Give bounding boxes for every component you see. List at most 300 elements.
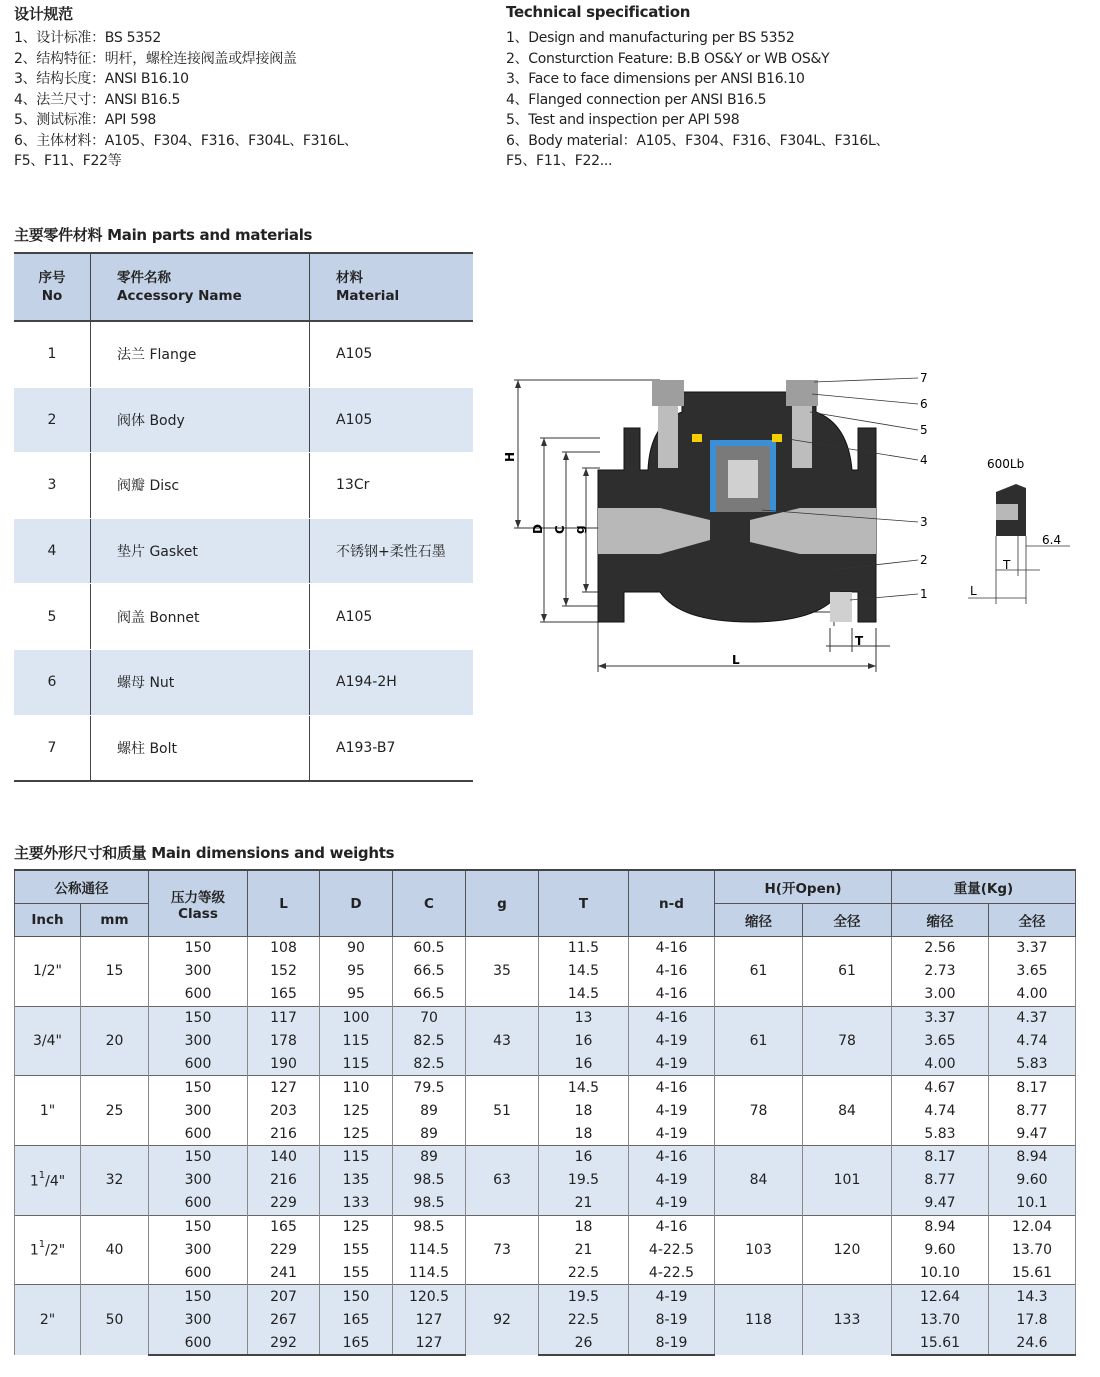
- cell-h-reduced: 78: [715, 1076, 803, 1146]
- cell-nd: 4-16: [629, 937, 715, 960]
- cell-c: 70: [393, 1006, 466, 1029]
- cell-c: 89: [393, 1146, 466, 1169]
- cell-class: 300: [149, 1308, 248, 1331]
- cell-class: 150: [149, 1285, 248, 1308]
- cell-c: 98.5: [393, 1215, 466, 1238]
- cell-nd: 4-19: [629, 1030, 715, 1053]
- cell-c: 89: [393, 1122, 466, 1145]
- cell-weight-full: 24.6: [989, 1331, 1076, 1355]
- cell-t: 16: [539, 1052, 629, 1075]
- cell-l: 216: [248, 1122, 320, 1145]
- part-no: 5: [14, 584, 91, 650]
- cell-l: 190: [248, 1052, 320, 1075]
- cell-t: 18: [539, 1122, 629, 1145]
- table-row: [15, 1308, 1076, 1331]
- cell-h-reduced: 61: [715, 1006, 803, 1076]
- cell-t: 16: [539, 1030, 629, 1053]
- callout-5: 5: [920, 423, 928, 437]
- cell-d: 115: [320, 1030, 393, 1053]
- header-t: T: [539, 870, 629, 937]
- cell-weight-reduced: 2.73: [892, 960, 989, 983]
- cell-weight-reduced: 8.94: [892, 1215, 989, 1238]
- cell-class: 300: [149, 1239, 248, 1262]
- cell-weight-full: 4.37: [989, 1006, 1076, 1029]
- header-class-cn: 压力等级: [171, 889, 225, 906]
- dim-label-h: H: [503, 451, 517, 462]
- cell-d: 90: [320, 937, 393, 960]
- cell-nd: 4-16: [629, 983, 715, 1006]
- cell-t: 14.5: [539, 960, 629, 983]
- header-mm: mm: [81, 904, 149, 937]
- cell-h-full: 101: [803, 1146, 892, 1216]
- cell-c: 60.5: [393, 937, 466, 960]
- cell-weight-reduced: 3.00: [892, 983, 989, 1006]
- cell-weight-full: 3.37: [989, 937, 1076, 960]
- part-material: 不锈钢+柔性石墨: [310, 518, 474, 584]
- part-no: 3: [14, 453, 91, 519]
- cell-t: 14.5: [539, 1076, 629, 1099]
- cell-l: 165: [248, 983, 320, 1006]
- table-row: [15, 1006, 1076, 1029]
- cell-c: 98.5: [393, 1192, 466, 1215]
- header-h-full: 全径: [803, 904, 892, 937]
- cell-d: 150: [320, 1285, 393, 1308]
- size-group: [15, 937, 1076, 1007]
- cell-class: 300: [149, 1030, 248, 1053]
- cell-h-full: 133: [803, 1285, 892, 1355]
- part-material: A105: [310, 321, 474, 387]
- size-group: [15, 1146, 1076, 1216]
- spec-cn-list: [14, 28, 358, 172]
- table-row: [15, 937, 1076, 960]
- header-material-en: Material: [336, 288, 400, 304]
- part-name: 阀瓣 Disc: [91, 453, 310, 519]
- cell-weight-full: 14.3: [989, 1285, 1076, 1308]
- size-mm: 15: [81, 937, 149, 1007]
- spec-cn-line: F5、F11、F22等: [14, 153, 122, 169]
- cell-t: 13: [539, 1006, 629, 1029]
- cell-nd: 4-16: [629, 1146, 715, 1169]
- size-group: [15, 1076, 1076, 1146]
- detail-l: L: [970, 584, 977, 598]
- cell-t: 19.5: [539, 1285, 629, 1308]
- cell-g: 92: [466, 1285, 539, 1355]
- cell-nd: 8-19: [629, 1308, 715, 1331]
- header-h: H(开Open): [715, 870, 892, 904]
- size-mm: 50: [81, 1285, 149, 1355]
- table-row: [15, 1122, 1076, 1145]
- spec-en-list: [506, 28, 889, 172]
- size-group: [15, 1215, 1076, 1285]
- cell-h-full: 78: [803, 1006, 892, 1076]
- part-no: 4: [14, 518, 91, 584]
- spec-cn-line: 3、结构长度：ANSI B16.10: [14, 71, 189, 87]
- header-name-en: Accessory Name: [117, 288, 242, 304]
- cell-d: 165: [320, 1308, 393, 1331]
- spec-en-line: 4、Flanged connection per ANSI B16.5: [506, 91, 767, 108]
- header-no-cn: 序号: [38, 270, 66, 286]
- cell-weight-full: 8.94: [989, 1146, 1076, 1169]
- dim-label-l: L: [732, 653, 740, 667]
- spec-cn-line: 6、主体材料：A105、F304、F316、F304L、F316L、: [14, 132, 358, 149]
- cell-l: 178: [248, 1030, 320, 1053]
- cell-t: 21: [539, 1239, 629, 1262]
- cell-weight-full: 13.70: [989, 1239, 1076, 1262]
- size-mm: 25: [81, 1076, 149, 1146]
- cell-weight-full: 17.8: [989, 1308, 1076, 1331]
- header-l: L: [248, 870, 320, 937]
- spec-en-line: 1、Design and manufacturing per BS 5352: [506, 30, 795, 46]
- size-inch-numerator: 1: [38, 1169, 46, 1181]
- size-inch: [15, 1146, 81, 1216]
- cell-weight-full: 10.1: [989, 1192, 1076, 1215]
- table-row: [15, 1192, 1076, 1215]
- cell-weight-reduced: 9.47: [892, 1192, 989, 1215]
- parts-table: [14, 252, 473, 782]
- cell-weight-full: 12.04: [989, 1215, 1076, 1238]
- size-inch: 1": [15, 1076, 81, 1146]
- cell-d: 155: [320, 1261, 393, 1284]
- cell-nd: 4-22.5: [629, 1261, 715, 1284]
- cell-h-full: 84: [803, 1076, 892, 1146]
- table-row: [15, 1076, 1076, 1099]
- cell-t: 21: [539, 1192, 629, 1215]
- spec-cn-line: 5、测试标准：API 598: [14, 112, 157, 128]
- dims-title: 主要外形尺寸和质量 Main dimensions and weights: [14, 844, 395, 862]
- cell-nd: 4-16: [629, 1006, 715, 1029]
- header-d: D: [320, 870, 393, 937]
- valve-drawing: [500, 360, 1100, 680]
- cell-c: 127: [393, 1308, 466, 1331]
- part-material: A194-2H: [310, 649, 474, 715]
- flange-detail-bore: [996, 504, 1018, 520]
- cell-nd: 4-19: [629, 1122, 715, 1145]
- cell-g: 63: [466, 1146, 539, 1216]
- cell-weight-reduced: 9.60: [892, 1239, 989, 1262]
- cell-class: 600: [149, 1261, 248, 1284]
- cell-l: 203: [248, 1099, 320, 1122]
- cell-l: 241: [248, 1261, 320, 1284]
- callout-2: 2: [920, 553, 928, 567]
- parts-row: [14, 453, 473, 519]
- table-row: [15, 1239, 1076, 1262]
- table-row: [15, 1331, 1076, 1355]
- cell-class: 600: [149, 983, 248, 1006]
- parts-header-row: [14, 253, 473, 321]
- cell-h-reduced: 103: [715, 1215, 803, 1285]
- cell-nd: 4-19: [629, 1099, 715, 1122]
- cell-l: 207: [248, 1285, 320, 1308]
- table-row: [15, 1215, 1076, 1238]
- size-inch-denominator: /4": [45, 1173, 66, 1190]
- header-c: C: [393, 870, 466, 937]
- cell-nd: 4-16: [629, 1076, 715, 1099]
- header-w-reduced: 缩径: [892, 904, 989, 937]
- cell-t: 22.5: [539, 1261, 629, 1284]
- cell-weight-reduced: 4.67: [892, 1076, 989, 1099]
- part-name: 阀体 Body: [91, 387, 310, 453]
- cell-d: 125: [320, 1215, 393, 1238]
- cell-l: 292: [248, 1331, 320, 1355]
- cell-class: 600: [149, 1192, 248, 1215]
- gasket-right: [772, 434, 782, 442]
- size-mm: 40: [81, 1215, 149, 1285]
- cell-g: 51: [466, 1076, 539, 1146]
- spec-en-line: 6、Body material：A105、F304、F316、F304L、F316L、: [506, 132, 890, 149]
- cell-t: 14.5: [539, 983, 629, 1006]
- cell-l: 127: [248, 1076, 320, 1099]
- cell-nd: 4-19: [629, 1192, 715, 1215]
- parts-row: [14, 649, 473, 715]
- cell-c: 89: [393, 1099, 466, 1122]
- cell-weight-full: 4.74: [989, 1030, 1076, 1053]
- size-group: [15, 1006, 1076, 1076]
- header-g: g: [466, 870, 539, 937]
- dim-label-c: C: [553, 525, 567, 534]
- part-name: 法兰 Flange: [91, 321, 310, 387]
- cell-t: 22.5: [539, 1308, 629, 1331]
- spec-cn-title: 设计规范: [14, 5, 73, 23]
- cell-weight-reduced: 3.65: [892, 1030, 989, 1053]
- cell-nd: 8-19: [629, 1331, 715, 1355]
- part-name: 垫片 Gasket: [91, 518, 310, 584]
- cell-class: 150: [149, 1076, 248, 1099]
- part-no: 6: [14, 649, 91, 715]
- callout-3: 3: [920, 515, 928, 529]
- dims-table: [14, 869, 1076, 1356]
- cell-l: 165: [248, 1215, 320, 1238]
- nut-right: [786, 380, 818, 406]
- part-name: 阀盖 Bonnet: [91, 584, 310, 650]
- cell-l: 152: [248, 960, 320, 983]
- cell-weight-reduced: 2.56: [892, 937, 989, 960]
- cell-t: 19.5: [539, 1169, 629, 1192]
- callout-6: 6: [920, 397, 928, 411]
- parts-row: [14, 387, 473, 453]
- cell-l: 108: [248, 937, 320, 960]
- header-name: [91, 253, 310, 321]
- cell-weight-full: 8.17: [989, 1076, 1076, 1099]
- cell-t: 16: [539, 1146, 629, 1169]
- cell-l: 216: [248, 1169, 320, 1192]
- header-class-en: Class: [178, 905, 218, 922]
- cell-nd: 4-19: [629, 1285, 715, 1308]
- cell-g: 43: [466, 1006, 539, 1076]
- callout-7: 7: [920, 371, 928, 385]
- table-row: [15, 1169, 1076, 1192]
- table-row: [15, 1261, 1076, 1284]
- cell-weight-full: 5.83: [989, 1052, 1076, 1075]
- cell-d: 125: [320, 1122, 393, 1145]
- parts-row: [14, 518, 473, 584]
- part-no: 7: [14, 715, 91, 781]
- parts-row: [14, 584, 473, 650]
- cell-d: 95: [320, 983, 393, 1006]
- flange-bolt-hole: [830, 592, 852, 622]
- cell-d: 115: [320, 1052, 393, 1075]
- spec-en-line: 5、Test and inspection per API 598: [506, 112, 740, 128]
- cell-g: 35: [466, 937, 539, 1007]
- size-inch: 2": [15, 1285, 81, 1355]
- cell-l: 229: [248, 1239, 320, 1262]
- cell-c: 82.5: [393, 1052, 466, 1075]
- cell-weight-full: 4.00: [989, 983, 1076, 1006]
- gasket-left: [692, 434, 702, 442]
- spec-cn-line: 1、设计标准：BS 5352: [14, 30, 162, 46]
- cell-weight-reduced: 13.70: [892, 1308, 989, 1331]
- cell-h-reduced: 84: [715, 1146, 803, 1216]
- spec-en-line: F5、F11、F22...: [506, 153, 613, 169]
- table-row: [15, 1099, 1076, 1122]
- cell-l: 117: [248, 1006, 320, 1029]
- cell-d: 95: [320, 960, 393, 983]
- cell-weight-full: 3.65: [989, 960, 1076, 983]
- part-name: 螺母 Nut: [91, 649, 310, 715]
- cell-class: 300: [149, 1169, 248, 1192]
- cell-h-full: 120: [803, 1215, 892, 1285]
- cell-g: 73: [466, 1215, 539, 1285]
- cell-d: 155: [320, 1239, 393, 1262]
- part-material: A105: [310, 387, 474, 453]
- cell-weight-reduced: 3.37: [892, 1006, 989, 1029]
- part-name: 螺柱 Bolt: [91, 715, 310, 781]
- cell-weight-reduced: 4.00: [892, 1052, 989, 1075]
- size-inch: 1/2": [15, 937, 81, 1007]
- cell-class: 150: [149, 937, 248, 960]
- cell-weight-full: 9.47: [989, 1122, 1076, 1145]
- parts-row: [14, 321, 473, 387]
- cell-nd: 4-16: [629, 1215, 715, 1238]
- size-mm: 20: [81, 1006, 149, 1076]
- parts-row: [14, 715, 473, 781]
- dims-header-row-1: [15, 870, 1076, 904]
- table-row: [15, 1146, 1076, 1169]
- cell-weight-reduced: 8.17: [892, 1146, 989, 1169]
- cell-c: 79.5: [393, 1076, 466, 1099]
- cell-l: 267: [248, 1308, 320, 1331]
- cell-t: 11.5: [539, 937, 629, 960]
- cell-nd: 4-19: [629, 1052, 715, 1075]
- cell-weight-reduced: 8.77: [892, 1169, 989, 1192]
- cell-h-full: 61: [803, 937, 892, 1007]
- header-inch: Inch: [15, 904, 81, 937]
- header-class: [149, 870, 248, 937]
- cell-class: 300: [149, 1099, 248, 1122]
- cell-weight-full: 8.77: [989, 1099, 1076, 1122]
- callout-4: 4: [920, 453, 928, 467]
- cell-d: 135: [320, 1169, 393, 1192]
- cell-nd: 4-16: [629, 960, 715, 983]
- header-material: [310, 253, 474, 321]
- table-row: [15, 983, 1076, 1006]
- detail-dim: 6.4: [1042, 533, 1062, 547]
- cell-c: 120.5: [393, 1285, 466, 1308]
- cell-c: 82.5: [393, 1030, 466, 1053]
- cell-d: 110: [320, 1076, 393, 1099]
- header-w-full: 全径: [989, 904, 1076, 937]
- cell-c: 114.5: [393, 1261, 466, 1284]
- cell-class: 300: [149, 960, 248, 983]
- cell-l: 229: [248, 1192, 320, 1215]
- detail-t: T: [1003, 558, 1011, 572]
- spec-cn-line: 2、结构特征：明杆，螺栓连接阀盖或焊接阀盖: [14, 50, 297, 67]
- part-no: 1: [14, 321, 91, 387]
- size-group: [15, 1285, 1076, 1355]
- header-no-en: No: [41, 288, 63, 304]
- header-h-reduced: 缩径: [715, 904, 803, 937]
- cell-d: 100: [320, 1006, 393, 1029]
- cell-c: 114.5: [393, 1239, 466, 1262]
- size-inch: 3/4": [15, 1006, 81, 1076]
- spec-en-title: Technical specification: [506, 3, 691, 21]
- size-inch-denominator: /2": [45, 1242, 66, 1259]
- cell-weight-full: 9.60: [989, 1169, 1076, 1192]
- part-material: A193-B7: [310, 715, 474, 781]
- table-row: [15, 1052, 1076, 1075]
- cell-t: 18: [539, 1215, 629, 1238]
- cell-d: 115: [320, 1146, 393, 1169]
- cell-t: 18: [539, 1099, 629, 1122]
- cell-c: 127: [393, 1331, 466, 1355]
- header-nominal: 公称通径: [15, 870, 149, 904]
- cell-class: 150: [149, 1146, 248, 1169]
- size-inch-whole: 1: [29, 1242, 39, 1259]
- size-inch-whole: 1: [29, 1173, 39, 1190]
- table-row: [15, 960, 1076, 983]
- header-material-cn: 材料: [336, 270, 363, 286]
- spec-en-line: 3、Face to face dimensions per ANSI B16.10: [506, 71, 805, 87]
- cell-class: 150: [149, 1006, 248, 1029]
- cell-class: 600: [149, 1052, 248, 1075]
- spec-en-line: 2、Consturction Feature: B.B OS&Y or WB OS&Y: [506, 50, 830, 67]
- spec-cn-line: 4、法兰尺寸：ANSI B16.5: [14, 91, 181, 108]
- cell-weight-reduced: 12.64: [892, 1285, 989, 1308]
- cell-d: 133: [320, 1192, 393, 1215]
- part-material: 13Cr: [310, 453, 474, 519]
- parts-title: 主要零件材料 Main parts and materials: [14, 226, 313, 244]
- cell-c: 66.5: [393, 983, 466, 1006]
- cell-c: 66.5: [393, 960, 466, 983]
- size-inch: [15, 1215, 81, 1285]
- cell-t: 26: [539, 1331, 629, 1355]
- disc-face: [728, 460, 758, 498]
- cell-class: 150: [149, 1215, 248, 1238]
- dim-label-t: T: [855, 634, 864, 648]
- part-no: 2: [14, 387, 91, 453]
- cell-class: 600: [149, 1122, 248, 1145]
- cell-weight-reduced: 4.74: [892, 1099, 989, 1122]
- size-mm: 32: [81, 1146, 149, 1216]
- size-inch-numerator: 1: [38, 1239, 46, 1251]
- cell-class: 600: [149, 1331, 248, 1355]
- cell-d: 165: [320, 1331, 393, 1355]
- cell-d: 125: [320, 1099, 393, 1122]
- table-row: [15, 1285, 1076, 1308]
- cell-l: 140: [248, 1146, 320, 1169]
- cell-weight-full: 15.61: [989, 1261, 1076, 1284]
- header-no: [14, 253, 91, 321]
- header-weight: 重量(Kg): [892, 870, 1076, 904]
- cell-nd: 4-19: [629, 1169, 715, 1192]
- nut-left: [652, 380, 684, 406]
- detail-title: 600Lb: [987, 457, 1025, 471]
- cell-h-reduced: 61: [715, 937, 803, 1007]
- dim-label-g: g: [573, 525, 587, 534]
- cell-h-reduced: 118: [715, 1285, 803, 1355]
- table-row: [15, 1030, 1076, 1053]
- dim-label-d: D: [531, 524, 545, 534]
- header-nd: n-d: [629, 870, 715, 937]
